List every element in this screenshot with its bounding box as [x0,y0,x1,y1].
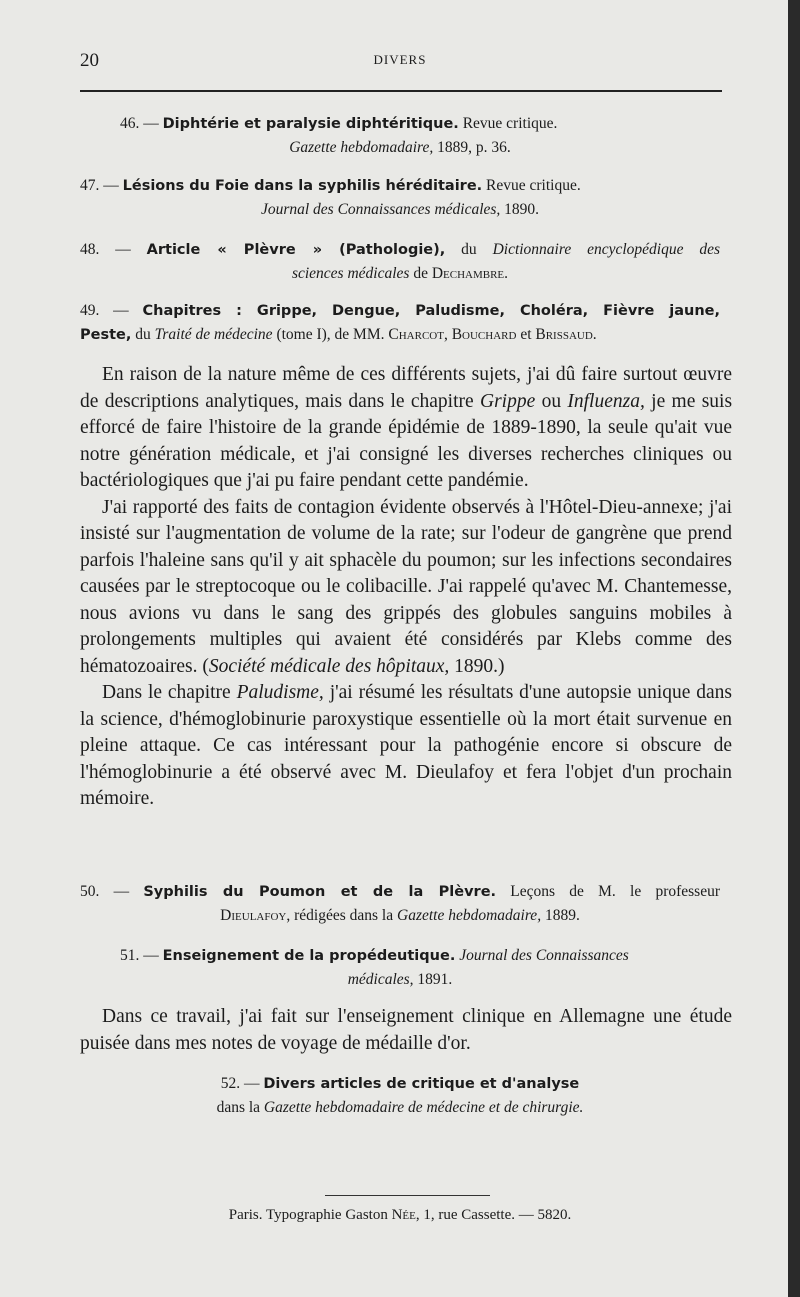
paragraph-text: J'ai rapporté des faits de contagion évidente observés à l'Hôtel-Dieu-annexe; j'ai insisté sur l'augmentation de volume de la rate; sur l'odeur de gangrène que prend parfois l'haleine sans qu'il y ait sphacèle du poumon; sur les infections secondaires causées par le streptocoque ou le colibacille. J'ai rappelé qu'avec M. Chantemesse, nous avions vu dans le sang des grippés des globules sanguins mobiles à prolongements multiples qui avaient été considérés par Klebs comme des hématozoaires. ( [80,496,732,677]
bibliography-entry-49 [80,299,720,347]
entry-source-details: 1890. [504,201,540,218]
entry-source: Traité de médecine [154,326,273,343]
entry-number: 50. — [80,883,130,900]
paragraph: Dans ce travail, j'ai fait sur l'enseignement clinique en Allemagne une étude puisée dans mes notes de voyage de médaille d'or. [80,1006,732,1054]
entry-number: 48. — [80,241,131,258]
entry-title: Enseignement de la propédeutique. [162,948,456,964]
imprint-text: 1, rue Cassette. — 5820. [423,1207,572,1223]
entry-source-details: 1889, p. 36. [437,139,511,156]
entry-number: 47. — [80,177,119,194]
entry-title: Diphtérie et paralysie diphtéritique. [162,116,459,132]
entry-description: Leçons de M. le professeur [510,883,721,900]
paragraph-text: 1890.) [454,655,505,677]
entry-title: Divers articles de critique et d'analyse [263,1076,580,1092]
entry-description: du [135,326,151,343]
entry-author: Dieulafoy, [220,907,291,924]
bibliography-entry-48 [80,238,720,285]
italic-term: Paludisme, [236,682,324,703]
entry-description: rédigées dans la [294,907,394,924]
entry-source: Gazette hebdomadaire, [397,907,542,924]
entry-source: Journal des Connaissances médicales, [260,201,501,218]
footer-rule [325,1195,490,1196]
printer-imprint [80,1207,720,1224]
running-title: DIVERS [373,52,427,67]
body-text [80,362,732,813]
bibliography-entry-50 [80,880,720,927]
entry-number: 49. — [80,302,129,319]
paragraph [80,362,732,495]
imprint-name: Née, [391,1207,420,1223]
bibliography-entry-47 [80,174,720,221]
page-number: 20 [80,50,99,71]
italic-source: Société médicale des hôpitaux, [208,655,450,677]
entry-description: dans la [216,1099,261,1116]
entry-source: Journal des Connaissances [459,947,629,964]
entry-author: Dechambre. [431,265,509,282]
entry-source-details: 1891. [417,971,453,988]
body-text [80,1004,732,1057]
paragraph-text: En raison de la nature même de ces différents sujets, j'ai dû faire surtout œuvre de descriptions analytiques, mais dans le chapitre [80,364,732,412]
entry-source-continued: sciences médicales [291,265,410,282]
entry-description: Revue critique. [486,177,581,194]
entry-source-continued: médicales, [347,971,414,988]
header-rule [80,90,722,92]
entry-title: Article « Plèvre » (Pathologie), [146,242,446,258]
bibliography-entry-46 [80,112,720,159]
page-header [80,50,720,72]
bibliography-entry-51 [80,944,720,991]
entry-title: Syphilis du Poumon et de la Plèvre. [143,884,497,900]
paragraph [80,680,732,813]
paragraph-text: Dans le chapitre [102,682,231,703]
entry-source: Gazette hebdomadaire, [289,139,434,156]
entry-source: Dictionnaire encyclopédique des [492,241,721,258]
entry-number: 51. — [120,947,159,964]
entry-source-details: (tome I), de MM. [276,326,385,343]
entry-author: Brissaud. [535,326,597,343]
entry-source: Gazette hebdomadaire de médecine et de chirurgie. [263,1099,584,1116]
entry-author: Charcot, [388,326,448,343]
paragraph [80,495,732,681]
entry-title: Lésions du Foie dans la syphilis héréditaire. [122,178,483,194]
entry-number: 52. — [220,1075,260,1092]
entry-description: du [461,241,477,258]
entry-source-details: de [413,265,428,282]
bibliography-entry-52 [80,1072,720,1120]
italic-term: Influenza, [567,390,645,412]
entry-author: Bouchard [451,326,517,343]
paragraph-text: je me suis efforcé de faire l'histoire de la grande épidémie de 1889-1890, la seule qu'ait vue notre génération médicale, et j'ai consigné les diverses recherches cliniques ou bactériologiques que j'ai pu faire pendant cette pandémie. [80,390,733,491]
entry-conjunction: et [520,326,532,343]
italic-term: Grippe [479,390,536,412]
paragraph-text: j'ai résumé les résultats d'une autopsie unique dans la science, d'hémoglobinurie paroxystique essentielle où la mort était survenue en pleine attaque. Ce cas intéressant pour la pathogénie encore si obscure de l'hémoglobinurie a été observé avec M. Dieulafoy et fera l'objet d'un prochain mémoire. [80,682,733,809]
entry-title: Chapitres : Grippe, Dengue, Paludisme, Choléra, Fièvre jaune, [142,303,721,319]
entry-number: 46. — [120,115,159,132]
entry-title-continued: Peste, [80,327,132,343]
imprint-text: Paris. Typographie Gaston [228,1207,388,1223]
paragraph-text: ou [541,390,562,412]
entry-description: Revue critique. [462,115,558,132]
entry-source-details: 1889. [544,907,580,924]
